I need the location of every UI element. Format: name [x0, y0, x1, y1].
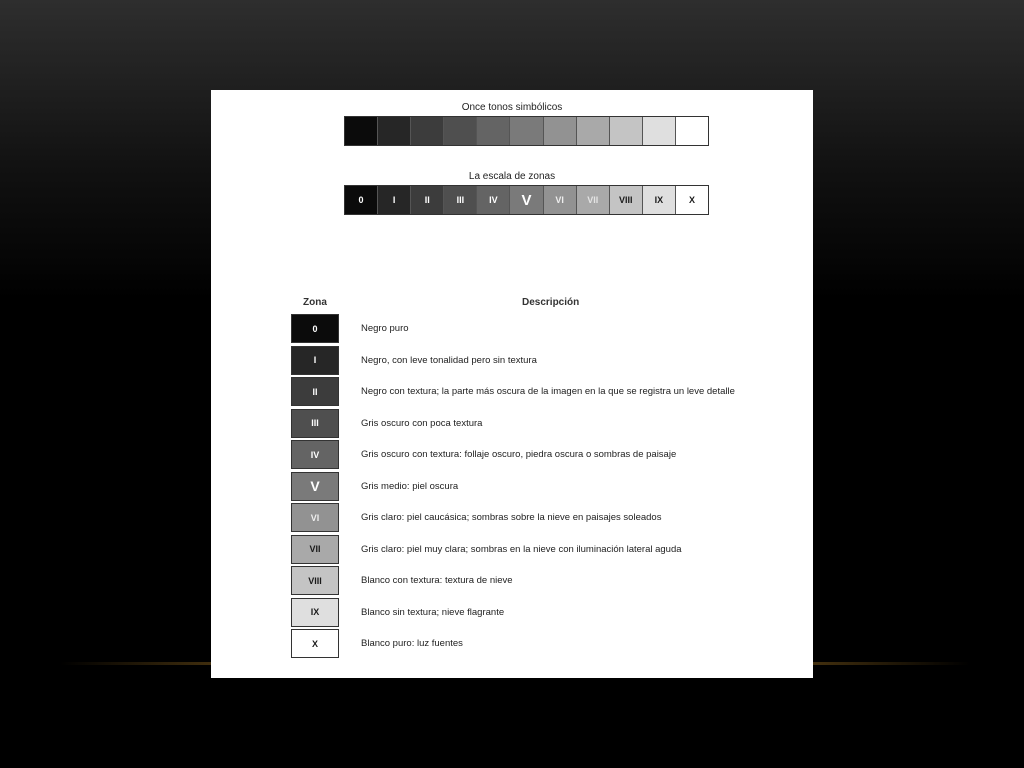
zone-description: Blanco con textura: textura de nieve	[361, 575, 513, 587]
zone-swatch-label: VII	[291, 535, 339, 564]
tone-swatch	[676, 117, 708, 145]
zone-swatch-label: 0	[291, 314, 339, 343]
table-row	[291, 313, 735, 345]
zone-description-table	[291, 313, 735, 660]
column-header-zona: Zona	[303, 297, 327, 308]
zone-scale-title: La escala de zonas	[468, 171, 556, 182]
zone-description: Gris claro: piel caucásica; sombras sobre la nieve en paisajes soleados	[361, 512, 662, 524]
zone-swatch-label: IV	[291, 440, 339, 469]
zone-cell: VII	[577, 186, 610, 214]
zone-swatch-label: I	[291, 346, 339, 375]
zone-cell: I	[378, 186, 411, 214]
zone-swatch-label: VIII	[291, 566, 339, 595]
table-row	[291, 502, 735, 534]
table-row	[291, 565, 735, 597]
zone-swatch-label: V	[291, 472, 339, 501]
tone-swatch	[411, 117, 444, 145]
zone-cell: II	[411, 186, 444, 214]
table-row	[291, 471, 735, 503]
zone-swatch-label: IX	[291, 598, 339, 627]
zone-description: Negro con textura; la parte más oscura de la imagen en la que se registra un leve detalle	[361, 386, 735, 398]
zone-swatch-label: II	[291, 377, 339, 406]
table-row	[291, 628, 735, 660]
zone-description: Negro, con leve tonalidad pero sin textura	[361, 354, 537, 366]
zone-description: Gris claro: piel muy clara; sombras en la nieve con iluminación lateral aguda	[361, 543, 682, 555]
zone-description: Gris oscuro con poca textura	[361, 417, 483, 429]
column-header-descripcion: Descripción	[522, 297, 580, 308]
zone-cell: VIII	[610, 186, 643, 214]
zone-cell: V	[510, 186, 543, 214]
zone-cell: IX	[643, 186, 676, 214]
zone-system-figure	[211, 90, 813, 678]
tone-swatch	[378, 117, 411, 145]
zone-swatch-label: VI	[291, 503, 339, 532]
tone-swatch	[510, 117, 543, 145]
zone-cell: 0	[345, 186, 378, 214]
zone-cell: III	[444, 186, 477, 214]
zone-cell: VI	[544, 186, 577, 214]
zone-swatch-label: III	[291, 409, 339, 438]
tone-swatch	[544, 117, 577, 145]
zone-scale-strip	[344, 185, 709, 215]
zone-description: Blanco sin textura; nieve flagrante	[361, 606, 505, 618]
zone-cell: IV	[477, 186, 510, 214]
tone-swatch	[643, 117, 676, 145]
table-row	[291, 534, 735, 566]
table-row	[291, 345, 735, 377]
table-row	[291, 597, 735, 629]
tones-scale-strip	[344, 116, 709, 146]
tone-swatch	[477, 117, 510, 145]
table-row	[291, 408, 735, 440]
tone-swatch	[345, 117, 378, 145]
zone-description: Gris medio: piel oscura	[361, 480, 459, 492]
zone-description: Blanco puro: luz fuentes	[361, 638, 463, 650]
zone-description: Negro puro	[361, 323, 409, 335]
tone-swatch	[577, 117, 610, 145]
table-row	[291, 439, 735, 471]
zone-swatch-label: X	[291, 629, 339, 658]
tone-swatch	[444, 117, 477, 145]
tones-scale-title: Once tonos simbólicos	[461, 102, 563, 113]
tone-swatch	[610, 117, 643, 145]
zone-cell: X	[676, 186, 708, 214]
table-row	[291, 376, 735, 408]
zone-description: Gris oscuro con textura: follaje oscuro, piedra oscura o sombras de paisaje	[361, 449, 677, 461]
